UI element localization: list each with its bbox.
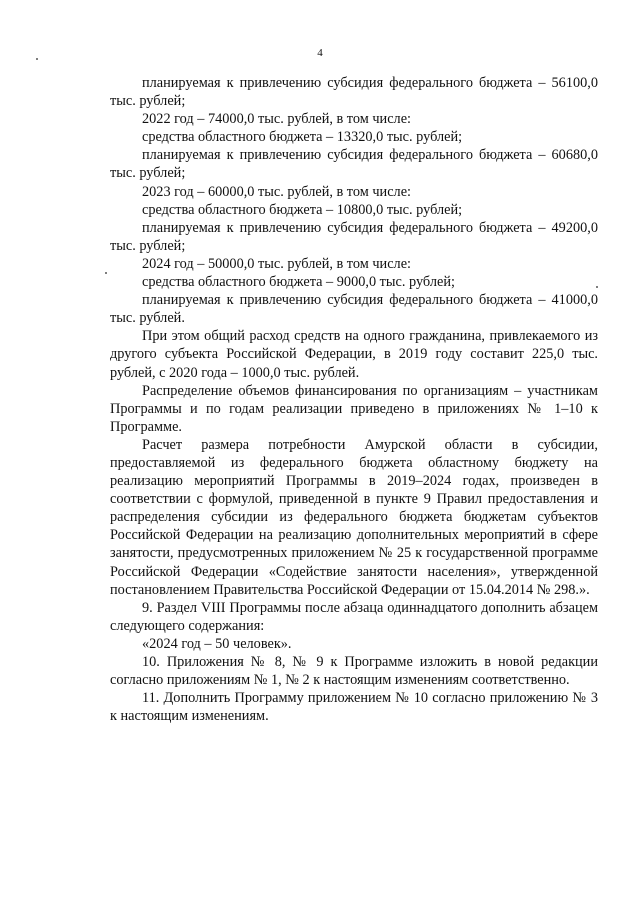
paragraph: Расчет размера потребности Амурской области в субсидии, предоставляемой из федерального бюджета областному бюджету на реализацию мероприятий Программы в 2019–2024 годах, произведен в соответствии с формулой, приведенной в пункте 9 Правил предоставления и распределения субсидии из федерального бюджета бюджетам субъектов Российской Федерации на реализацию дополнительных мероприятий в сфере занятости, предусмотренных приложением № 25 к государственной программе Российской Федерации «Содействие занятости населения», утвержденной постановлением Правительства Российской Федерации от 15.04.2014 № 298.». — [110, 436, 598, 598]
document-body — [110, 74, 598, 725]
paragraph: При этом общий расход средств на одного гражданина, привлекаемого из другого субъекта Российской Федерации, в 2019 году составит 225,0 тыс. рублей, с 2020 года – 1000,0 тыс. рублей. — [110, 328, 598, 381]
page-number: 4 — [317, 47, 323, 59]
paragraph: планируемая к привлечению субсидия федерального бюджета – 60680,0 тыс. рублей; — [110, 147, 598, 182]
paragraph: планируемая к привлечению субсидия федерального бюджета – 49200,0 тыс. рублей; — [110, 219, 598, 254]
paragraph: 2023 год – 60000,0 тыс. рублей, в том числе: — [142, 183, 412, 200]
paragraph: планируемая к привлечению субсидия федерального бюджета – 56100,0 тыс. рублей; — [110, 75, 598, 110]
scan-speck — [105, 272, 107, 274]
paragraph: Распределение объемов финансирования по организациям – участникам Программы и по годам реализации приведено в приложениях № 1–10 к Программе. — [110, 382, 598, 435]
paragraph: 9. Раздел VIII Программы после абзаца одиннадцатого дополнить абзацем следующего содержания: — [110, 599, 598, 634]
paragraph: планируемая к привлечению субсидия федерального бюджета – 41000,0 тыс. рублей. — [110, 292, 598, 327]
paragraph: средства областного бюджета – 13320,0 тыс. рублей; — [142, 129, 463, 146]
paragraph: 10. Приложения № 8, № 9 к Программе изложить в новой редакции согласно приложениям № 1, № 2 к настоящим изменениям соответственно. — [110, 654, 598, 689]
paragraph: средства областного бюджета – 9000,0 тыс. рублей; — [142, 274, 455, 291]
paragraph: 2024 год – 50000,0 тыс. рублей, в том числе: — [142, 255, 412, 272]
paragraph: 2022 год – 74000,0 тыс. рублей, в том числе: — [142, 111, 412, 128]
paragraph: «2024 год – 50 человек». — [142, 635, 292, 652]
scan-speck — [36, 58, 38, 60]
paragraph: 11. Дополнить Программу приложением № 10 согласно приложению № 3 к настоящим изменениям. — [110, 690, 598, 725]
paragraph: средства областного бюджета – 10800,0 тыс. рублей; — [142, 201, 463, 218]
